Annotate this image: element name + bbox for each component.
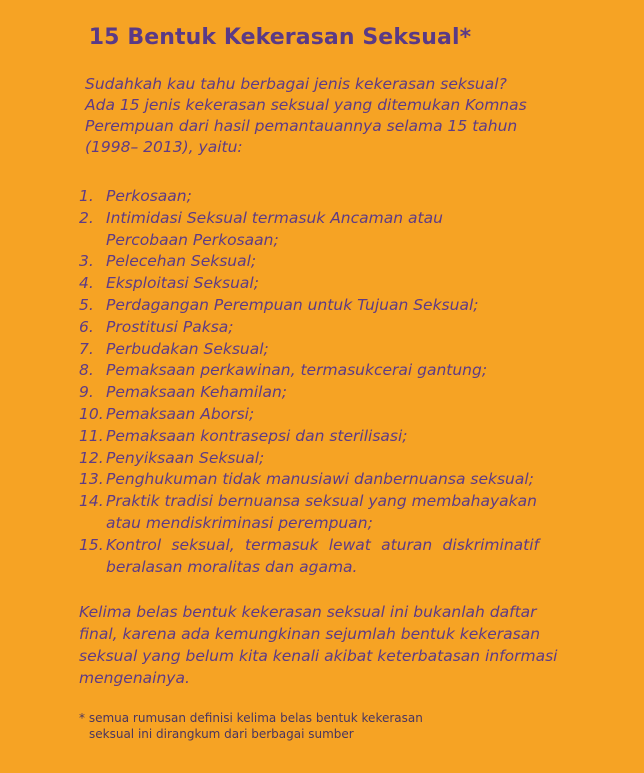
list-item-text: Pemaksaan Kehamilan; — [106, 383, 288, 402]
list-item-text: Penyiksaan Seksual; — [106, 448, 265, 467]
list-item-number: 2. — [79, 208, 94, 227]
list-item-text: beralasan moralitas dan agama. — [106, 557, 358, 576]
list-item — [79, 186, 539, 208]
intro-line: Perempuan dari hasil pemantauannya selama 15 tahun — [85, 117, 518, 135]
list-item-text: Intimidasi Seksual termasuk Ancaman atau — [106, 208, 443, 227]
list-item-number: 15. — [79, 535, 104, 554]
list-item-text: atau mendiskriminasi perempuan; — [106, 513, 373, 532]
list-item-number: 5. — [79, 295, 94, 314]
list-item-text: Perbudakan Seksual; — [106, 339, 269, 358]
list-item-text: Prostitusi Paksa; — [106, 317, 234, 336]
closing-line: final, karena ada kemungkinan sejumlah bentuk kekerasan — [79, 625, 541, 643]
list-item — [79, 491, 539, 535]
list-item-number: 13. — [79, 470, 104, 489]
list-item — [79, 295, 539, 317]
intro-line: Ada 15 jenis kekerasan seksual yang ditemukan Komnas — [85, 96, 527, 114]
list-item — [79, 404, 539, 426]
list-item-text: Percobaan Perkosaan; — [106, 230, 279, 249]
list-item-number: 1. — [79, 187, 94, 205]
list-item-number: 6. — [79, 317, 94, 336]
list-item-text: Pelecehan Seksual; — [106, 252, 257, 271]
list-item-text: Penghukuman tidak manusiawi danbernuansa seksual; — [106, 470, 534, 489]
list-item-number: 12. — [79, 448, 104, 467]
list-item — [79, 251, 539, 273]
list-item — [79, 535, 539, 579]
list-item — [79, 469, 539, 491]
footnote-line: * semua rumusan definisi kelima belas bentuk kekerasan — [79, 711, 423, 725]
footnote-line: seksual ini dirangkum dari berbagai sumber — [89, 727, 354, 741]
list-item-text: Praktik tradisi bernuansa seksual yang membahayakan — [106, 492, 537, 511]
list-item-number: 11. — [79, 426, 104, 445]
closing-paragraph — [79, 601, 558, 689]
list-item — [79, 360, 539, 382]
list-item-text: Pemaksaan Aborsi; — [106, 404, 255, 423]
list-item-text: Perkosaan; — [106, 187, 192, 205]
page-title: 15 Bentuk Kekerasan Seksual* — [88, 25, 472, 50]
list-item — [79, 448, 539, 470]
list-item-text: Kontrol seksual, termasuk lewat aturan diskriminatif — [106, 535, 539, 554]
list-item — [79, 208, 539, 252]
list-item — [79, 317, 539, 339]
list-item — [79, 273, 539, 295]
closing-line: mengenainya. — [79, 669, 190, 687]
list-item-number: 4. — [79, 274, 94, 293]
list-item-number: 7. — [79, 339, 94, 358]
footnote — [79, 710, 539, 742]
list-item-number: 3. — [79, 252, 94, 271]
list-item-number: 14. — [79, 492, 104, 511]
closing-line: seksual yang belum kita kenali akibat keterbatasan informasi — [79, 647, 558, 665]
list-item-number: 8. — [79, 361, 94, 380]
violence-types-list — [79, 186, 539, 578]
closing-line: Kelima belas bentuk kekerasan seksual ini bukanlah daftar — [79, 603, 537, 621]
list-item-text: Pemaksaan perkawinan, termasukcerai gantung; — [106, 361, 488, 380]
list-item-text: Eksploitasi Seksual; — [106, 274, 259, 293]
intro-line: Sudahkah kau tahu berbagai jenis kekerasan seksual? — [85, 75, 507, 93]
list-item — [79, 339, 539, 361]
list-item — [79, 382, 539, 404]
intro-paragraph — [85, 74, 605, 158]
list-item — [79, 426, 539, 448]
list-item-number: 10. — [79, 404, 104, 423]
list-item-number: 9. — [79, 383, 94, 402]
list-item-text: Pemaksaan kontrasepsi dan sterilisasi; — [106, 426, 408, 445]
list-item-text: Perdagangan Perempuan untuk Tujuan Seksual; — [106, 295, 479, 314]
intro-line: (1998– 2013), yaitu: — [85, 138, 243, 156]
